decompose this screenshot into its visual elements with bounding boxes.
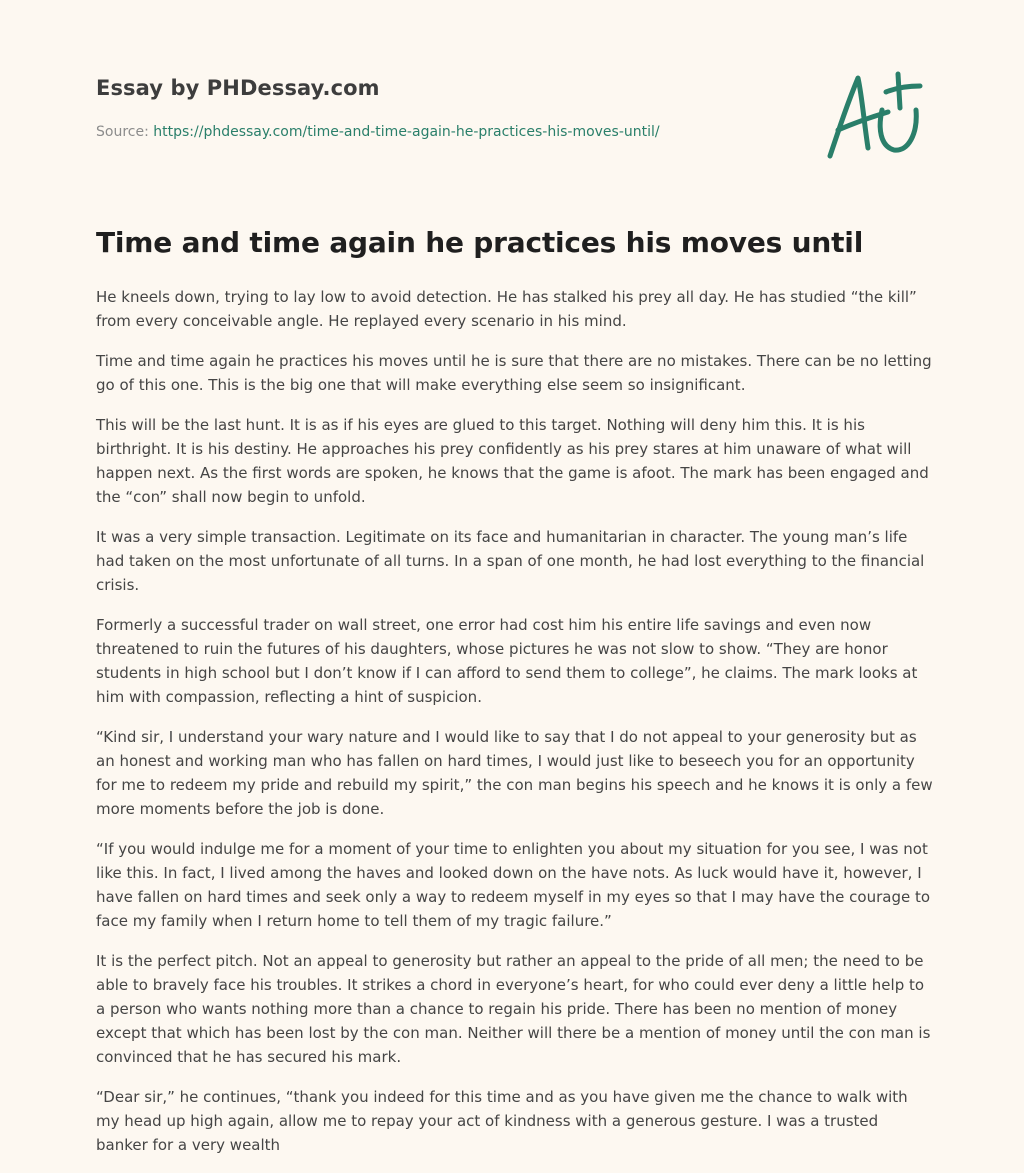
essay-paragraph: It was a very simple transaction. Legitimate on its face and humanitarian in character. The young man’s life had taken on the most unfortunate of all turns. In a span of one month, he had lost everything to the financial crisis. (96, 528, 925, 594)
a-plus-grade-icon (824, 66, 928, 166)
essay-paragraph: “Dear sir,” he continues, “thank you indeed for this time and as you have given me the chance to walk with my head up high again, allow me to repay your act of kindness with a generous gesture. I was a trusted banker for a very wealth (96, 1088, 908, 1154)
page-header (96, 0, 928, 180)
essay-paragraph: This will be the last hunt. It is as if his eyes are glued to this target. Nothing will deny him this. It is his birthright. It is his destiny. He approaches his prey confidently as his prey stares at him unaware of what will happen next. As the first words are spoken, he knows that the game is afoot. The mark has been engaged and the “con” shall now begin to unfold. (96, 416, 929, 506)
essay-paragraph: He kneels down, trying to lay low to avoid detection. He has stalked his prey all day. He has studied “the kill” from every conceivable angle. He replayed every scenario in his mind. (96, 288, 917, 330)
site-brand: Essay by PHDessay.com (96, 76, 380, 100)
essay-title: Time and time again he practices his moves until (96, 226, 864, 259)
essay-paragraph: It is the perfect pitch. Not an appeal to generosity but rather an appeal to the pride of all men; the need to be able to bravely face his troubles. It strikes a chord in everyone’s heart, for who could ever deny a little help to a person who wants nothing more than a chance to regain his pride. There has been no mention of money except that which has been lost by the con man. Neither will there be a mention of money until the con man is convinced that he has secured his mark. (96, 952, 931, 1066)
source-line (96, 124, 660, 140)
essay-paragraph: Formerly a successful trader on wall street, one error had cost him his entire life savings and even now threatened to ruin the futures of his daughters, whose pictures he was not slow to show. “They are honor students in high school but I don’t know if I can afford to send them to college”, he claims. The mark looks at him with compassion, reflecting a hint of suspicion. (96, 616, 918, 706)
source-label: Source: (96, 124, 149, 140)
essay-paragraph: “If you would indulge me for a moment of your time to enlighten you about my situation for you see, I was not like this. In fact, I lived among the haves and looked down on the have nots. As luck would have it, however, I have fallen on hard times and seek only a way to redeem myself in my eyes so that I may have the courage to face my family when I return home to tell them of my tragic failure.” (96, 840, 931, 930)
essay-paragraph: Time and time again he practices his moves until he is sure that there are no mistakes. There can be no letting go of this one. This is the big one that will make everything else seem so insignificant. (96, 352, 932, 394)
source-link[interactable]: https://phdessay.com/time-and-time-again-he-practices-his-moves-until/ (153, 124, 660, 140)
essay-body (96, 285, 934, 1173)
essay-paragraph: “Kind sir, I understand your wary nature and I would like to say that I do not appeal to your generosity but as an honest and working man who has fallen on hard times, I would just like to beseech you for an opportunity for me to redeem my pride and rebuild my spirit,” the con man begins his speech and he knows it is only a few more moments before the job is done. (96, 728, 933, 818)
